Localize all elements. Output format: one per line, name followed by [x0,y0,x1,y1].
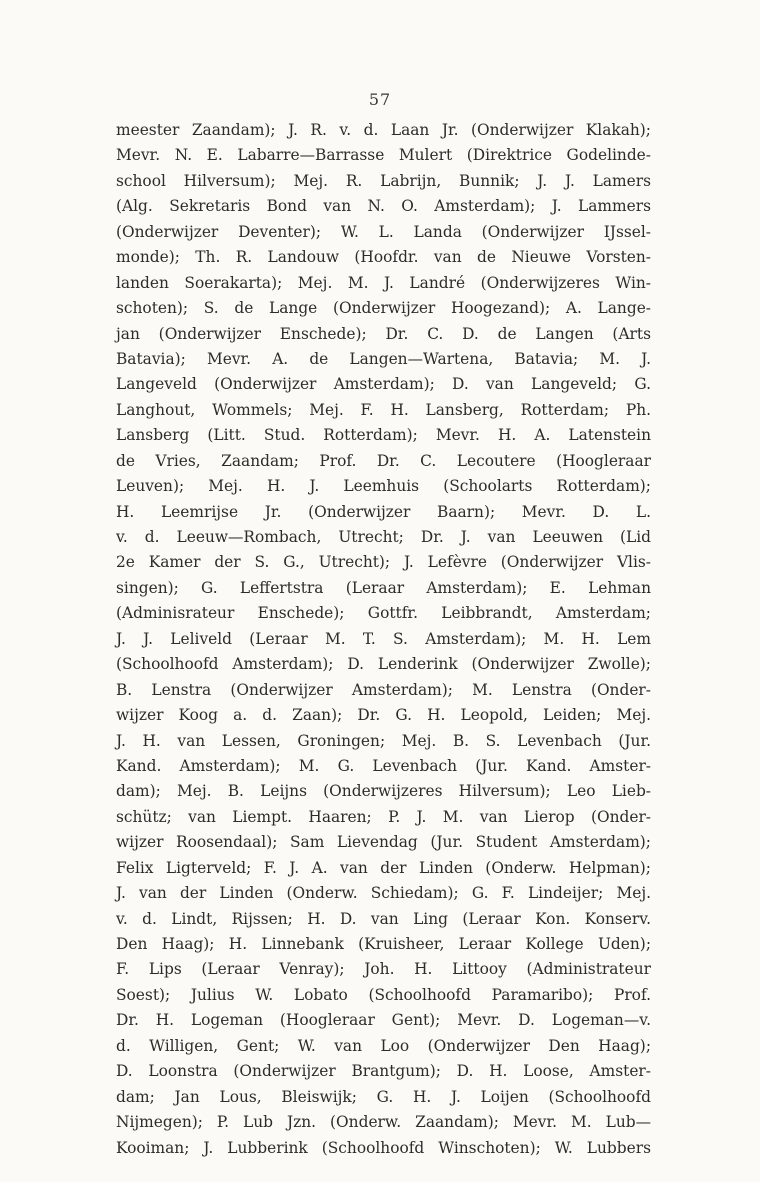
text-line: (Onderwijzer Deventer); W. L. Landa (Onderwijzer IJssel- [116,222,651,241]
text-line: jan (Onderwijzer Enschede); Dr. C. D. de Langen (Arts [116,324,651,343]
text-line: Mevr. N. E. Labarre—Barrasse Mulert (Direktrice Godelinde- [116,146,651,165]
text-line: (Schoolhoofd Amsterdam); D. Lenderink (Onderwijzer Zwolle); [116,655,651,674]
text-line: (Adminisrateur Enschede); Gottfr. Leibbrandt, Amsterdam; [116,604,651,623]
page-number: 57 [368,90,392,109]
text-line: J. J. Leliveld (Leraar M. T. S. Amsterdam); M. H. Lem [116,629,651,648]
text-line: Felix Ligterveld; F. J. A. van der Linden (Onderw. Helpman); [116,858,651,877]
text-line: Den Haag); H. Linnebank (Kruisheer, Leraar Kollege Uden); [116,935,651,953]
text-line: H. Leemrijse Jr. (Onderwijzer Baarn); Mevr. D. L. [116,502,651,521]
text-line: wijzer Roosendaal); Sam Lievendag (Jur. Student Amsterdam); [116,833,651,852]
text-line: wijzer Koog a. d. Zaan); Dr. G. H. Leopold, Leiden; Mej. [116,706,651,725]
text-line: v. d. Lindt, Rijssen; H. D. van Ling (Leraar Kon. Konserv. [116,909,651,928]
text-line: 2e Kamer der S. G., Utrecht); J. Lefèvre (Onderwijzer Vlis- [116,553,651,572]
text-line: dam); Mej. B. Leijns (Onderwijzeres Hilversum); Leo Lieb- [116,782,651,801]
text-line: Nijmegen); P. Lub Jzn. (Onderw. Zaandam); Mevr. M. Lub— [116,1113,651,1132]
text-line: schütz; van Liempt. Haaren; P. J. M. van Lierop (Onder- [116,807,651,826]
text-line: Kand. Amsterdam); M. G. Levenbach (Jur. Kand. Amster- [116,756,651,775]
text-line: Langeveld (Onderwijzer Amsterdam); D. van Langeveld; G. [116,375,651,394]
text-line: schoten); S. de Lange (Onderwijzer Hoogezand); A. Lange- [116,299,651,318]
text-line: J. van der Linden (Onderw. Schiedam); G. F. Lindeijer; Mej. [116,884,651,903]
text-line: Langhout, Wommels; Mej. F. H. Lansberg, Rotterdam; Ph. [116,400,651,419]
text-line: d. Willigen, Gent; W. van Loo (Onderwijzer Den Haag); [116,1036,651,1055]
text-line: Kooiman; J. Lubberink (Schoolhoofd Winschoten); W. Lubbers [116,1138,651,1157]
text-line: v. d. Leeuw—Rombach, Utrecht; Dr. J. van Leeuwen (Lid [116,528,651,546]
body-text [116,118,651,1161]
text-line: landen Soerakarta); Mej. M. J. Landré (Onderwijzeres Win- [116,273,651,292]
text-line: Batavia); Mevr. A. de Langen—Wartena, Batavia; M. J. [116,349,651,368]
text-line: de Vries, Zaandam; Prof. Dr. C. Lecoutere (Hoogleraar [116,451,651,470]
text-line: B. Lenstra (Onderwijzer Amsterdam); M. Lenstra (Onder- [116,680,651,699]
text-line: Dr. H. Logeman (Hoogleraar Gent); Mevr. D. Logeman—v. [116,1011,651,1030]
text-line: school Hilversum); Mej. R. Labrijn, Bunnik; J. J. Lamers [116,171,651,190]
text-line: (Alg. Sekretaris Bond van N. O. Amsterdam); J. Lammers [116,197,651,216]
text-line: J. H. van Lessen, Groningen; Mej. B. S. Levenbach (Jur. [116,731,651,750]
text-line: monde); Th. R. Landouw (Hoofdr. van de Nieuwe Vorsten- [116,248,651,267]
text-line: Lansberg (Litt. Stud. Rotterdam); Mevr. H. A. Latenstein [116,426,651,445]
text-line: singen); G. Leffertstra (Leraar Amsterdam); E. Lehman [116,578,651,597]
text-line: Soest); Julius W. Lobato (Schoolhoofd Paramaribo); Prof. [116,985,651,1004]
text-line: dam; Jan Lous, Bleiswijk; G. H. J. Loijen (Schoolhoofd [116,1087,651,1106]
text-line: D. Loonstra (Onderwijzer Brantgum); D. H. Loose, Amster- [116,1062,651,1081]
text-line: meester Zaandam); J. R. v. d. Laan Jr. (Onderwijzer Klakah); [116,121,651,139]
text-line: Leuven); Mej. H. J. Leemhuis (Schoolarts Rotterdam); [116,477,651,496]
text-line: F. Lips (Leraar Venray); Joh. H. Littooy (Administrateur [116,960,651,979]
